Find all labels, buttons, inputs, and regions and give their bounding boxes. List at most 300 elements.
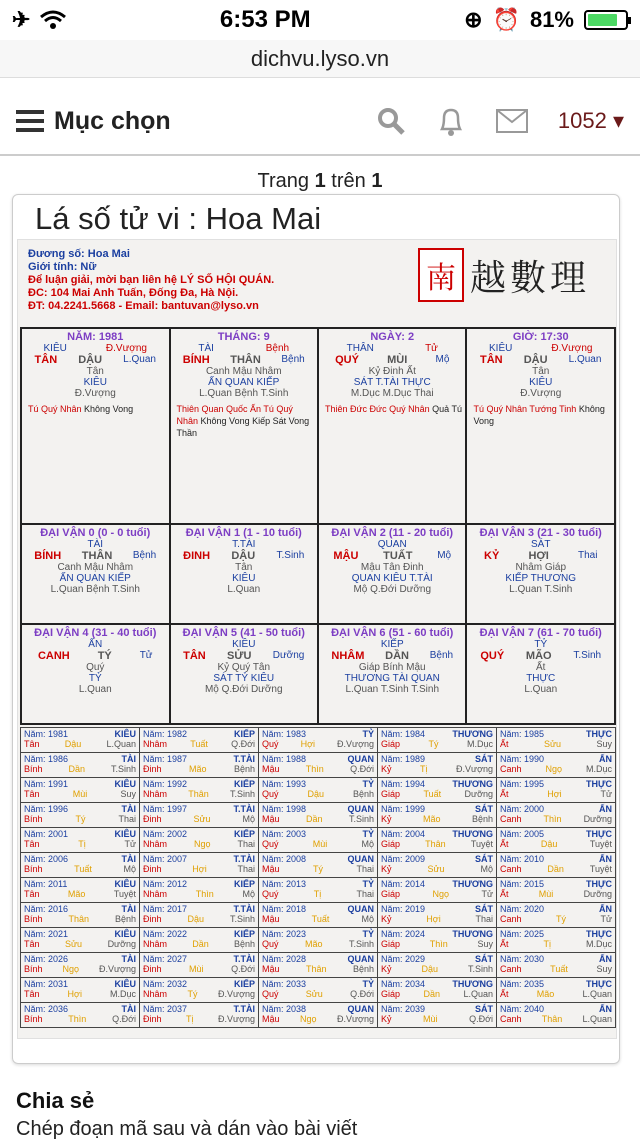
year-chi: Mùi <box>312 839 328 849</box>
year-phase: T.Sinh <box>348 939 374 949</box>
year-star: KIẾP <box>233 879 255 889</box>
mail-icon[interactable] <box>496 109 528 133</box>
year-chi: Thân <box>68 914 89 924</box>
top-star: TÀI <box>87 539 104 550</box>
year-line2 <box>262 914 374 924</box>
pillar-cell <box>318 624 466 724</box>
year-label: Năm: 2012 <box>143 879 188 889</box>
year-star: ẤN <box>599 804 612 814</box>
year-chi: Sửu <box>65 939 83 949</box>
top-star: TÀI <box>198 343 214 354</box>
year-cell <box>497 853 616 878</box>
year-phase: Thai <box>356 864 374 874</box>
phase: Mộ <box>437 550 452 561</box>
year-cell <box>497 978 616 1003</box>
year-can: Kỷ <box>381 914 392 924</box>
year-chi: Sửu <box>305 989 323 999</box>
chart-card <box>12 194 620 1064</box>
row-main <box>321 354 463 366</box>
year-can: Tân <box>24 989 40 999</box>
year-line1 <box>262 1004 374 1014</box>
year-line2 <box>262 764 374 774</box>
row-top <box>469 639 612 650</box>
year-line1 <box>262 829 374 839</box>
phase: Bệnh <box>281 354 305 365</box>
search-icon[interactable] <box>376 106 406 136</box>
row-main <box>173 650 316 662</box>
year-chi: Ngọ <box>300 1014 317 1024</box>
year-chi: Tuất <box>74 864 92 874</box>
chi: THÂN <box>81 550 113 562</box>
cell-header: GIỜ: 17:30 <box>512 331 569 343</box>
year-line1 <box>381 879 493 889</box>
cell-header: ĐẠI VẬN 6 (51 - 60 tuổi) <box>331 627 454 639</box>
year-label: Năm: 1985 <box>500 729 545 739</box>
year-can: Canh <box>500 914 522 924</box>
good-stars: Tú Quý Nhân Tướng Tinh <box>473 404 577 414</box>
year-line1 <box>381 754 493 764</box>
year-line1 <box>381 954 493 964</box>
year-phase: Bệnh <box>233 764 255 774</box>
year-chi: Thân <box>425 839 446 849</box>
info-phone: ĐT: 04.2241.5668 - Email: bantuvan@lyso.vn <box>28 300 259 312</box>
year-line2 <box>381 789 493 799</box>
hidden-stems: Ất <box>536 662 546 673</box>
year-chi: Dần <box>423 989 440 999</box>
can: CANH <box>37 650 70 662</box>
year-chi: Sửu <box>543 739 562 749</box>
year-label: Năm: 2018 <box>262 904 307 914</box>
hidden-stems: Quý <box>86 662 105 673</box>
year-label: Năm: 1987 <box>143 754 188 764</box>
year-label: Năm: 2033 <box>262 979 307 989</box>
info-gender: Giới tính: Nữ <box>28 261 97 273</box>
year-phase: M.Dục <box>466 739 493 749</box>
year-can: Đinh <box>143 864 162 874</box>
year-line1 <box>500 854 612 864</box>
year-label: Năm: 2015 <box>500 879 545 889</box>
year-can: Kỷ <box>381 764 392 774</box>
pillar-cell <box>21 524 170 624</box>
year-phase: Thai <box>237 864 255 874</box>
top-phase: Bệnh <box>265 343 290 354</box>
year-line1 <box>500 929 612 939</box>
year-cell <box>140 728 259 753</box>
year-label: Năm: 2016 <box>24 904 69 914</box>
year-cell <box>140 903 259 928</box>
year-phase: Đ.Vượng <box>99 964 136 974</box>
year-line2 <box>24 839 136 849</box>
year-label: Năm: 1990 <box>500 754 545 764</box>
year-line1 <box>143 829 255 839</box>
good-stars: Thiên Quan Quốc Ấn Tú Quý Nhân <box>176 404 293 426</box>
hidden-stars: THƯƠNG TÀI QUAN <box>344 673 440 684</box>
year-can: Kỷ <box>381 1014 392 1024</box>
hidden-phases: Đ.Vượng <box>74 388 116 399</box>
year-line2 <box>262 789 374 799</box>
year-line1 <box>143 879 255 889</box>
year-star: KIÊU <box>114 929 136 939</box>
clock: 6:53 PM <box>219 6 311 33</box>
year-label: Năm: 1999 <box>381 804 426 814</box>
phase: L.Quan <box>568 354 602 365</box>
year-line2 <box>381 889 493 899</box>
chi: TUẤT <box>383 550 413 562</box>
year-chi: Dần <box>305 814 323 824</box>
year-chi: Sửu <box>427 864 445 874</box>
year-label: Năm: 2017 <box>143 904 188 914</box>
year-label: Năm: 2035 <box>500 979 545 989</box>
year-cell <box>378 803 497 828</box>
year-cell <box>21 903 140 928</box>
year-phase: Mộ <box>480 864 493 874</box>
year-phase: Bệnh <box>233 939 255 949</box>
cell-header: ĐẠI VẬN 3 (21 - 30 tuổi) <box>479 527 602 539</box>
phase: Bệnh <box>132 550 157 561</box>
cell-header: ĐẠI VẬN 2 (11 - 20 tuổi) <box>331 527 454 539</box>
year-phase: Đ.Vượng <box>456 764 493 774</box>
year-can: Giáp <box>381 989 401 999</box>
year-chi: Tý <box>313 864 323 874</box>
year-star: THỰC <box>586 829 612 839</box>
year-can: Canh <box>500 1014 522 1024</box>
year-cell <box>497 878 616 903</box>
year-chi: Mão <box>304 939 323 949</box>
year-phase: Thai <box>118 814 136 824</box>
year-line1 <box>24 929 136 939</box>
year-cell <box>259 828 378 853</box>
year-star: TÀI <box>121 754 136 764</box>
year-cell <box>259 778 378 803</box>
year-can: Kỷ <box>381 864 392 874</box>
year-star: KIÊU <box>114 829 136 839</box>
year-label: Năm: 2034 <box>381 979 426 989</box>
year-line2 <box>381 1014 493 1024</box>
year-cell <box>259 928 378 953</box>
can: TÂN <box>34 354 58 366</box>
year-can: Bính <box>24 1014 43 1024</box>
pillar-cell <box>466 328 615 524</box>
cell-header: NGÀY: 2 <box>370 331 415 343</box>
pillar-cell <box>318 524 466 624</box>
year-can: Canh <box>500 864 522 874</box>
year-label: Năm: 2009 <box>381 854 426 864</box>
year-cell <box>497 953 616 978</box>
years-table <box>20 727 616 1028</box>
year-phase: Q.Đới <box>350 764 374 774</box>
year-star: TỶ <box>362 879 374 889</box>
year-line1 <box>24 879 136 889</box>
year-can: Nhâm <box>143 739 168 749</box>
year-line2 <box>500 914 612 924</box>
share-title: Chia sẻ <box>16 1088 95 1113</box>
year-can: Ất <box>500 839 509 849</box>
year-line2 <box>381 839 493 849</box>
cell-header: ĐẠI VẬN 4 (31 - 40 tuổi) <box>34 627 157 639</box>
hidden-stars: KIÊU <box>232 573 256 584</box>
hidden-phases: Mộ Q.Đới Dưỡng <box>353 584 432 595</box>
year-cell <box>378 878 497 903</box>
chi: TÝ <box>97 650 112 662</box>
chi: SỬU <box>227 650 252 662</box>
year-line1 <box>143 929 255 939</box>
year-line2 <box>143 814 255 824</box>
url-bar[interactable] <box>0 40 640 78</box>
wifi-icon <box>40 10 66 30</box>
top-phase: Đ.Vượng <box>105 343 147 354</box>
cell-header: ĐẠI VẬN 1 (1 - 10 tuổi) <box>185 527 302 539</box>
top-star: KIẾP <box>380 639 404 650</box>
year-line1 <box>143 779 255 789</box>
row-top <box>173 343 316 354</box>
year-label: Năm: 1981 <box>24 729 69 739</box>
year-cell <box>21 1003 140 1028</box>
table-row <box>21 778 616 803</box>
year-line2 <box>143 964 255 974</box>
year-chi: Dần <box>192 939 209 949</box>
year-line2 <box>143 839 255 849</box>
year-cell <box>378 1003 497 1028</box>
hidden-stems: Nhâm Giáp <box>515 562 567 573</box>
phase: T.Sinh <box>573 650 602 661</box>
year-label: Năm: 2024 <box>381 929 426 939</box>
pager-total: 1 <box>371 169 383 192</box>
year-phase: Thai <box>356 889 374 899</box>
top-star: TỶ <box>534 639 548 650</box>
year-phase: Mộ <box>242 889 255 899</box>
year-cell <box>378 728 497 753</box>
hidden-phases: M.Dục M.Dục Thai <box>350 388 434 399</box>
year-phase: Bệnh <box>114 914 136 924</box>
year-can: Bính <box>24 864 43 874</box>
year-line2 <box>500 964 612 974</box>
year-star: KIẾP <box>233 979 255 989</box>
year-phase: Tử <box>481 889 493 899</box>
year-label: Năm: 1992 <box>143 779 188 789</box>
row-main <box>24 650 167 662</box>
year-line2 <box>262 739 374 749</box>
year-can: Giáp <box>381 839 401 849</box>
year-line2 <box>143 939 255 949</box>
year-line1 <box>262 854 374 864</box>
year-chi: Tuất <box>311 914 330 924</box>
year-label: Năm: 1983 <box>262 729 307 739</box>
year-label: Năm: 2006 <box>24 854 69 864</box>
year-label: Năm: 2004 <box>381 829 426 839</box>
year-cell <box>259 728 378 753</box>
year-label: Năm: 2008 <box>262 854 307 864</box>
seal-icon: 南 <box>418 248 464 302</box>
year-cell <box>21 953 140 978</box>
year-line1 <box>500 829 612 839</box>
phase: L.Quan <box>123 354 156 365</box>
year-star: ẤN <box>599 754 612 764</box>
year-star: THỰC <box>586 729 612 739</box>
phase: Tử <box>139 650 153 661</box>
year-can: Mậu <box>262 764 280 774</box>
year-star: SÁT <box>475 854 493 864</box>
year-phase: Thai <box>237 839 255 849</box>
year-star: T.TÀI <box>233 1004 255 1014</box>
year-can: Đinh <box>143 964 162 974</box>
year-chi: Mùi <box>423 1014 438 1024</box>
year-line1 <box>24 829 136 839</box>
year-star: T.TÀI <box>233 754 255 764</box>
year-can: Kỷ <box>381 964 392 974</box>
year-line2 <box>262 814 374 824</box>
year-chi: Tị <box>78 839 86 849</box>
year-line1 <box>500 1004 612 1014</box>
year-line2 <box>262 1014 374 1024</box>
pager-mid: trên <box>331 169 366 192</box>
year-can: Đinh <box>143 814 162 824</box>
year-star: KIẾP <box>233 779 255 789</box>
horoscope-chart <box>17 239 617 1039</box>
year-label: Năm: 2000 <box>500 804 545 814</box>
year-label: Năm: 2019 <box>381 904 426 914</box>
chi: MÃO <box>525 650 552 662</box>
year-star: TỶ <box>362 979 374 989</box>
year-line2 <box>24 914 136 924</box>
year-line2 <box>500 739 612 749</box>
hidden-stars: KIẾP THƯƠNG <box>505 573 577 584</box>
notification-count[interactable]: 1052 ▾ <box>557 108 624 133</box>
year-line2 <box>262 889 374 899</box>
year-phase: Đ.Vượng <box>337 739 374 749</box>
year-line2 <box>500 839 612 849</box>
hidden-stars: THỰC <box>526 673 556 684</box>
year-can: Tân <box>24 789 40 799</box>
top-star: SÁT <box>531 539 551 550</box>
cell-header: NĂM: 1981 <box>67 331 124 343</box>
notes <box>24 403 167 415</box>
pillar-cell <box>318 328 466 524</box>
bad-stars: Không Vong <box>473 404 605 426</box>
cell-header: ĐẠI VẬN 7 (61 - 70 tuổi) <box>479 627 602 639</box>
year-cell <box>378 953 497 978</box>
notes <box>469 403 612 427</box>
year-star: ẤN <box>599 854 612 864</box>
year-chi: Dậu <box>540 839 558 849</box>
hidden-phases: L.Quan <box>524 684 558 695</box>
year-star: ẤN <box>599 1004 612 1014</box>
row-top <box>173 639 316 650</box>
year-chi: Mùi <box>538 889 554 899</box>
row-top <box>24 539 167 550</box>
year-chi: Dậu <box>307 789 324 799</box>
pillar-cell <box>170 328 319 524</box>
can: BÍNH <box>34 550 62 562</box>
top-star: QUAN <box>377 539 407 550</box>
year-cell <box>21 853 140 878</box>
year-line1 <box>500 804 612 814</box>
year-star: THỰC <box>586 879 612 889</box>
year-line2 <box>500 864 612 874</box>
year-line2 <box>381 914 493 924</box>
year-phase: Tử <box>600 789 612 799</box>
year-star: T.TÀI <box>233 954 255 964</box>
year-line2 <box>24 939 136 949</box>
year-phase: Tuyệt <box>113 889 136 899</box>
year-line1 <box>143 754 255 764</box>
year-label: Năm: 2003 <box>262 829 307 839</box>
year-can: Đinh <box>143 764 162 774</box>
year-line2 <box>500 789 612 799</box>
pillar-cell <box>466 524 615 624</box>
year-star: TÀI <box>121 904 136 914</box>
year-chi: Tý <box>187 989 198 999</box>
year-phase: L.Quan <box>582 1014 612 1024</box>
year-label: Năm: 1989 <box>381 754 426 764</box>
year-phase: Mộ <box>361 839 374 849</box>
year-line2 <box>24 739 136 749</box>
hidden-stems: Giáp Bính Mậu <box>358 662 426 673</box>
year-chi: Mão <box>67 889 86 899</box>
year-star: QUAN <box>347 1004 374 1014</box>
year-line2 <box>143 739 255 749</box>
menu-button[interactable] <box>16 107 171 136</box>
chi: DẦN <box>385 650 409 662</box>
year-cell <box>497 928 616 953</box>
year-label: Năm: 2013 <box>262 879 307 889</box>
year-line1 <box>24 804 136 814</box>
year-chi: Dần <box>68 764 85 774</box>
good-stars: Tú Quý Nhân <box>28 404 82 414</box>
top-star: ẤN <box>88 639 103 650</box>
year-cell <box>378 903 497 928</box>
can: BÍNH <box>182 354 210 366</box>
year-star: KIÊU <box>114 979 136 989</box>
top-star: THÂN <box>346 343 374 354</box>
hidden-phases: Mộ Q.Đới Dưỡng <box>204 684 283 695</box>
year-label: Năm: 2025 <box>500 929 545 939</box>
pillar-cell <box>21 328 170 524</box>
year-label: Năm: 1991 <box>24 779 69 789</box>
hidden-phases: L.Quan <box>78 684 112 695</box>
year-line2 <box>24 789 136 799</box>
phase: Thai <box>577 550 598 561</box>
year-line2 <box>24 864 136 874</box>
bell-icon[interactable] <box>436 105 466 137</box>
year-chi: Hợi <box>547 789 562 799</box>
year-can: Mậu <box>262 914 280 924</box>
year-can: Canh <box>500 964 522 974</box>
top-star: T.TÀI <box>232 539 256 550</box>
year-line1 <box>381 929 493 939</box>
year-label: Năm: 2001 <box>24 829 69 839</box>
year-label: Năm: 2005 <box>500 829 545 839</box>
year-label: Năm: 2037 <box>143 1004 188 1014</box>
year-cell <box>259 903 378 928</box>
bad-stars: Không Vong <box>84 404 134 414</box>
year-can: Ất <box>500 989 509 999</box>
year-phase: Bệnh <box>471 814 493 824</box>
year-line1 <box>24 954 136 964</box>
year-cell <box>21 878 140 903</box>
hidden-stems: Canh Mậu Nhâm <box>57 562 134 573</box>
year-can: Giáp <box>381 939 401 949</box>
year-star: KIẾP <box>233 829 255 839</box>
year-cell <box>259 978 378 1003</box>
year-line1 <box>143 979 255 989</box>
year-label: Năm: 2011 <box>24 879 68 889</box>
year-phase: L.Quan <box>463 989 493 999</box>
year-chi: Tuất <box>423 789 442 799</box>
year-label: Năm: 2021 <box>24 929 69 939</box>
year-cell <box>140 828 259 853</box>
share-text: Chép đoạn mã sau và dán vào bài viết <box>16 1118 358 1140</box>
year-phase: Đ.Vượng <box>218 989 255 999</box>
